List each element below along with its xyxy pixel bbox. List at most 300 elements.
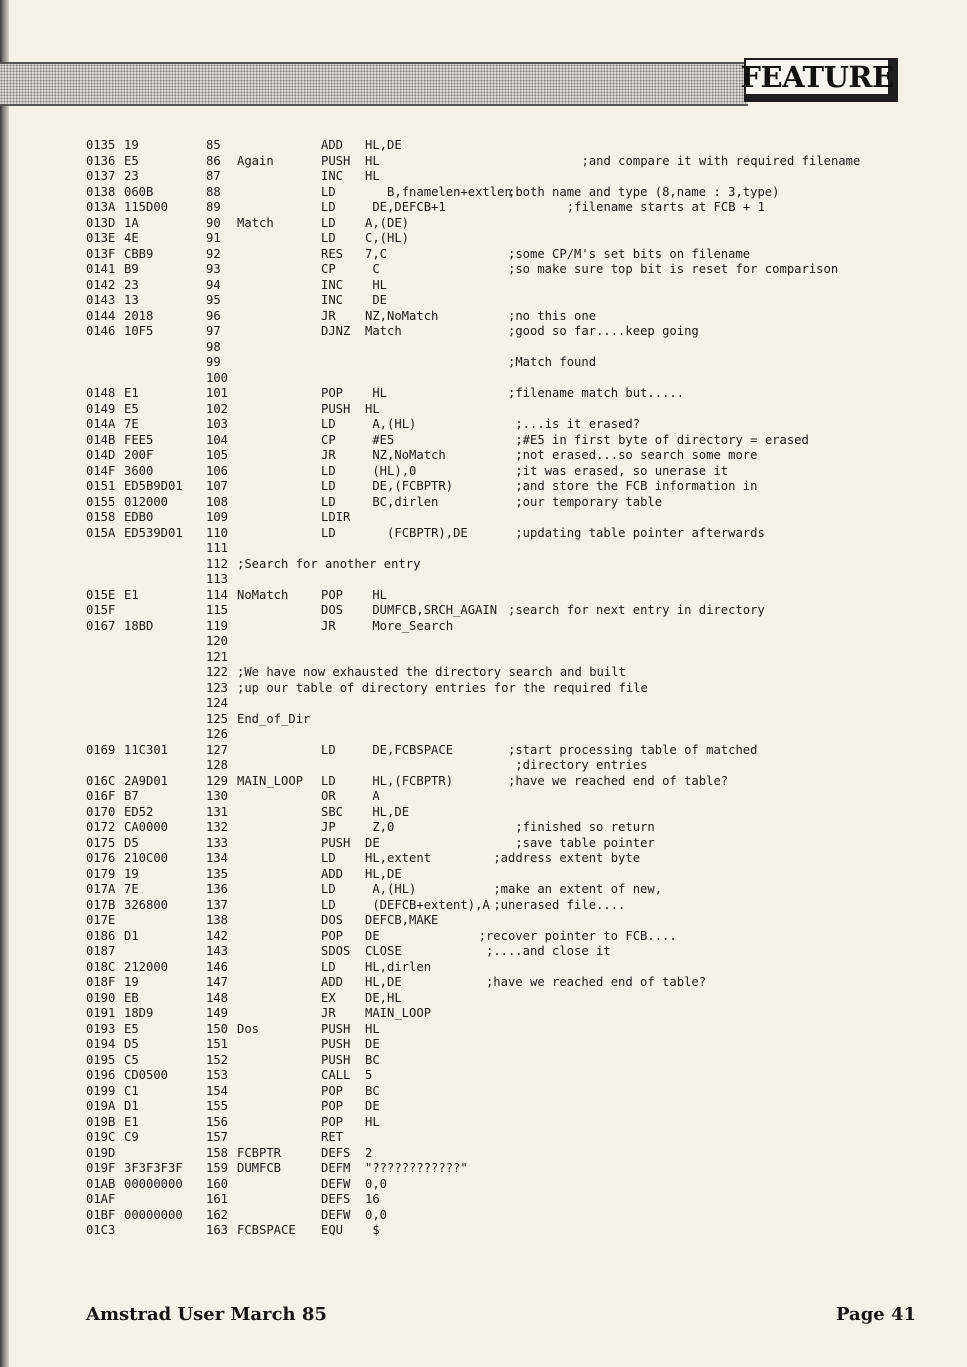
listing-row [86,867,876,883]
line-address: 019D [86,1145,116,1160]
line-operand: B,fnamelen+extlen [387,184,512,199]
line-machine-code: 11C301 [124,742,169,757]
line-comment: ;filename starts at FCB + 1 [566,200,765,214]
line-number: 146 [206,959,229,974]
line-machine-code: 23 [124,169,139,183]
line-operand: 0,0 [365,1176,388,1191]
listing-row [86,851,876,867]
listing-row [86,278,876,294]
listing-row [86,820,876,836]
line-opcode: JR [321,1006,336,1020]
line-comment: ;updating table pointer afterwards [515,525,765,540]
line-operand: CLOSE [365,944,402,958]
listing-row [86,262,876,278]
line-machine-code: 18BD [124,618,154,633]
line-machine-code: 326800 [124,897,169,912]
line-number: 154 [206,1083,229,1098]
line-address: 014D [86,448,116,462]
line-address: 0155 [86,494,116,509]
line-operand: A,(HL) [372,882,417,896]
line-address: 0196 [86,1068,116,1082]
line-number: 114 [206,587,229,602]
listing-row [86,913,876,929]
line-opcode: RES [321,246,344,261]
line-opcode: SBC [321,804,344,819]
line-number: 160 [206,1176,229,1191]
line-comment: ;and store the FCB information in [515,479,758,493]
line-number: 161 [206,1192,229,1206]
line-number: 132 [206,820,229,834]
line-machine-code: E1 [124,587,139,602]
line-number: 122 [206,665,229,679]
line-machine-code: D5 [124,835,139,850]
line-machine-code: E1 [124,1114,139,1129]
line-operand: NZ,NoMatch [365,308,439,323]
line-number: 150 [206,1021,229,1036]
listing-row [86,293,876,309]
line-number: 112 [206,556,229,571]
line-opcode: LD [321,200,336,214]
listing-row [86,340,876,356]
line-opcode: LD [321,215,336,230]
listing-row [86,1053,876,1069]
listing-row [86,882,876,898]
line-address: 01AB [86,1176,116,1191]
line-comment: ;good so far....keep going [508,324,699,338]
listing-row [86,665,876,681]
line-address: 019F [86,1161,116,1175]
line-comment: ;it was erased, so unerase it [515,463,729,478]
listing-row [86,479,876,495]
line-machine-code: CD0500 [124,1068,169,1082]
listing-row [86,898,876,914]
line-machine-code: CA0000 [124,820,169,834]
line-number: 108 [206,494,229,509]
line-operand: DE,DEFCB+1 [372,200,446,214]
line-operand: MAIN_LOOP [365,1006,432,1020]
line-number: 92 [206,246,221,261]
line-number: 104 [206,432,229,447]
line-number: 155 [206,1099,229,1113]
line-operand: HL [372,277,388,292]
listing-row [86,1161,876,1177]
line-address: 013D [86,215,116,230]
listing-row [86,386,876,402]
listing-row [86,975,876,991]
listing-row [86,1006,876,1022]
listing-row [86,712,876,728]
line-address: 0141 [86,262,116,276]
line-address: 018C [86,959,116,974]
line-opcode: DEFS [321,1192,351,1206]
line-operand: DE,(FCBPTR) [372,479,454,493]
line-number: 90 [206,215,221,230]
line-number: 106 [206,463,229,478]
line-address: 015A [86,525,116,540]
listing-row [86,324,876,340]
line-operand: BC [365,1083,380,1098]
listing-row [86,200,876,216]
line-machine-code: 19 [124,975,139,989]
line-operand: HL [365,153,380,168]
line-operand: C,(HL) [365,231,410,245]
line-operand: 2 [365,1145,373,1160]
line-address: 0176 [86,851,116,865]
line-number: 133 [206,835,229,850]
line-operand: (DEFCB+extent),A [372,897,490,912]
line-address: 019B [86,1114,116,1129]
listing-row [86,1068,876,1084]
listing-row [86,464,876,480]
line-number: 99 [206,355,221,369]
line-number: 158 [206,1145,229,1160]
listing-row [86,216,876,232]
listing-row [86,634,876,650]
line-address: 0186 [86,928,116,943]
line-address: 0158 [86,510,116,524]
line-operand: DE,FCBSPACE [372,742,454,757]
line-number: 89 [206,200,221,214]
line-comment: ;not erased...so search some more [515,448,758,462]
line-comment: ;have we reached end of table? [508,773,729,788]
line-machine-code: B7 [124,789,139,803]
line-number: 156 [206,1114,229,1129]
line-opcode: INC [321,277,344,292]
line-comment: ;some CP/M's set bits on filename [508,246,751,261]
line-number: 136 [206,882,229,896]
line-operand: A,(HL) [372,417,417,431]
line-operand: (FCBPTR),DE [387,525,468,540]
line-number: 137 [206,897,229,912]
footer-page-number: Page 41 [836,1304,917,1325]
line-address: 0195 [86,1052,116,1067]
line-address: 018F [86,975,116,989]
line-address: 017A [86,882,116,896]
line-opcode: JP [321,820,336,834]
line-operand: A [372,789,380,803]
feature-section-label: FEATURE [740,60,894,94]
line-opcode: POP [321,928,344,943]
line-opcode: PUSH [321,1052,351,1067]
listing-row [86,758,876,774]
line-opcode: SDOS [321,944,351,958]
line-address: 017B [86,897,116,912]
listing-row [86,743,876,759]
line-label: FCBPTR [237,1145,282,1160]
line-number: 111 [206,541,229,555]
line-machine-code: 19 [124,866,139,881]
line-comment: ;....and close it [485,944,611,958]
line-machine-code: 3600 [124,463,154,478]
line-opcode: JR [321,308,336,323]
line-label: Dos [237,1021,260,1036]
line-opcode: LD [321,231,336,245]
line-machine-code: 19 [124,138,139,152]
line-comment: ;no this one [508,308,597,323]
line-comment: ;so make sure top bit is reset for comparison [508,262,839,276]
listing-row [86,1022,876,1038]
line-machine-code: 7E [124,417,139,431]
line-number: 110 [206,525,229,540]
listing-row [86,929,876,945]
listing-row [86,836,876,852]
listing-row [86,572,876,588]
listing-row [86,1099,876,1115]
line-operand: HL,dirlen [365,959,432,974]
line-operand: More_Search [372,618,454,633]
line-opcode: DEFW [321,1176,351,1191]
line-address: 015F [86,603,116,617]
listing-row [86,1146,876,1162]
line-machine-code: 212000 [124,959,169,974]
listing-row [86,805,876,821]
line-operand: DE [365,928,380,943]
line-opcode: DOS [321,913,344,927]
listing-row [86,541,876,557]
line-opcode: EX [321,990,336,1005]
line-number: 96 [206,308,221,323]
line-address: 0199 [86,1083,116,1098]
line-operand: DEFCB,MAKE [365,913,439,927]
feature-label-shadow [740,58,898,102]
line-address: 014A [86,417,116,431]
line-opcode: LD [321,882,336,896]
line-opcode: DJNZ [321,324,351,338]
line-machine-code: ED5B9D01 [124,479,183,493]
line-opcode: JR [321,618,336,633]
line-opcode: ADD [321,975,344,989]
line-address: 014B [86,432,116,447]
line-operand: DE [365,835,380,850]
listing-row [86,495,876,511]
line-comment: ;filename match but..... [508,386,685,400]
line-operand: BC [365,1052,380,1067]
line-opcode: LD [321,742,336,757]
line-opcode: ADD [321,138,344,152]
line-machine-code: E5 [124,1021,139,1036]
line-opcode: PUSH [321,153,351,168]
line-address: 0187 [86,944,116,958]
line-number: 138 [206,913,229,927]
listing-row [86,355,876,371]
line-opcode: OR [321,789,336,803]
line-opcode: LD [321,479,336,493]
line-number: 124 [206,696,229,710]
listing-row [86,371,876,387]
line-opcode: JR [321,448,336,462]
line-machine-code: 060B [124,184,154,199]
line-operand: 7,C [365,246,388,261]
listing-row [86,650,876,666]
line-machine-code: C9 [124,1130,139,1144]
line-number: 100 [206,370,229,385]
line-operand: DE [365,1099,380,1113]
line-address: 016C [86,773,116,788]
listing-row [86,789,876,805]
listing-row [86,417,876,433]
listing-row [86,774,876,790]
line-comment: ;make an extent of new, [493,882,663,896]
line-number: 163 [206,1223,229,1237]
line-address: 013A [86,200,116,214]
line-opcode: LD [321,851,336,865]
line-address: 01BF [86,1207,116,1222]
listing-row [86,944,876,960]
line-address: 019C [86,1130,116,1144]
line-address: 0146 [86,324,116,338]
line-opcode: LD [321,525,336,540]
line-operand: HL,DE [372,804,410,819]
line-operand: HL [372,587,388,602]
line-address: 015E [86,587,116,602]
line-number: 162 [206,1207,229,1222]
line-label: Match [237,215,274,230]
line-operand: A,(DE) [365,215,410,230]
line-opcode: LD [321,773,336,788]
listing-row [86,1223,876,1239]
line-machine-code: EB [124,990,139,1005]
line-machine-code: 00000000 [124,1176,183,1191]
line-machine-code: 2A9D01 [124,773,169,788]
line-number: 88 [206,184,221,199]
line-number: 120 [206,634,229,648]
line-machine-code: C1 [124,1083,139,1098]
line-number: 101 [206,386,229,400]
header-halftone-band [0,62,748,106]
line-operand: BC,dirlen [372,494,439,509]
line-number: 130 [206,789,229,803]
line-operand: HL [365,1114,380,1129]
line-operand: HL [365,1021,380,1036]
line-machine-code: 7E [124,882,139,896]
line-machine-code: 10F5 [124,324,154,338]
line-comment: ;Match found [508,355,597,369]
listing-row [86,1130,876,1146]
line-opcode: DEFM [321,1161,351,1175]
line-opcode: POP [321,1099,344,1113]
line-comment: ;save table pointer [515,835,655,850]
line-number: 103 [206,417,229,431]
line-number: 129 [206,773,229,788]
line-opcode: CP [321,262,336,276]
line-operand: NZ,NoMatch [372,448,446,462]
line-number: 159 [206,1161,229,1175]
line-opcode: LD [321,463,336,478]
line-number: 113 [206,572,229,586]
line-label: Again [237,153,274,168]
line-machine-code: 23 [124,277,139,292]
line-operand: HL [365,401,380,416]
listing-row [86,1115,876,1131]
line-address: 0138 [86,184,116,199]
line-comment: ;recover pointer to FCB.... [478,928,677,943]
line-address: 0149 [86,401,116,416]
line-number: 85 [206,138,221,152]
line-opcode: LD [321,959,336,974]
line-number: 142 [206,928,229,943]
listing-row [86,603,876,619]
line-operand: HL,DE [365,866,402,881]
line-number: 105 [206,448,229,462]
line-operand: 0,0 [365,1207,388,1222]
line-label: End_of_Dir [237,711,311,726]
line-address: 016F [86,789,116,803]
line-comment: ;unerased file.... [493,897,626,912]
line-opcode: DEFS [321,1145,351,1160]
line-address: 0194 [86,1037,116,1051]
line-machine-code: E5 [124,401,139,416]
line-operand: HL [365,169,380,183]
line-address: 0175 [86,835,116,850]
line-opcode: PUSH [321,1021,351,1036]
line-operand: C [372,262,380,276]
line-label: ;Search for another entry [237,556,421,571]
line-label: ;up our table of directory entries for the required file [237,680,648,695]
listing-row [86,510,876,526]
line-operand: Z,0 [372,820,395,834]
line-operand: DUMFCB,SRCH_AGAIN [372,603,498,617]
line-address: 0143 [86,293,116,307]
line-machine-code: 210C00 [124,851,169,865]
line-opcode: LD [321,184,336,199]
line-address: 0144 [86,308,116,323]
line-number: 131 [206,804,229,819]
line-machine-code: ED52 [124,804,154,819]
listing-row [86,154,876,170]
line-opcode: DOS [321,603,344,617]
line-number: 126 [206,727,229,741]
line-opcode: RET [321,1130,344,1144]
line-operand: HL,DE [365,975,402,989]
line-address: 014F [86,463,116,478]
line-address: 0137 [86,169,116,183]
listing-row [86,247,876,263]
line-opcode: PUSH [321,1037,351,1051]
line-address: 0172 [86,820,116,834]
listing-row [86,619,876,635]
listing-row [86,1177,876,1193]
line-address: 01C3 [86,1223,116,1237]
listing-row [86,433,876,449]
line-address: 0191 [86,1006,116,1020]
line-number: 127 [206,742,229,757]
listing-row [86,681,876,697]
line-machine-code: D1 [124,1099,139,1113]
line-address: 0179 [86,866,116,881]
line-machine-code: 1A [124,215,139,230]
line-comment: ;address extent byte [493,851,641,865]
line-operand: 5 [365,1068,373,1082]
line-number: 134 [206,851,229,865]
line-number: 119 [206,618,229,633]
line-address: 0167 [86,618,116,633]
listing-row [86,696,876,712]
line-operand: #E5 [372,432,395,447]
line-comment: ;directory entries [515,758,648,772]
line-address: 0190 [86,990,116,1005]
line-opcode: POP [321,1083,344,1098]
line-operand: HL,DE [365,138,402,152]
line-number: 152 [206,1052,229,1067]
line-machine-code: 3F3F3F3F [124,1161,183,1175]
line-machine-code: D1 [124,928,139,943]
line-label: NoMatch [237,587,289,602]
line-operand: 16 [365,1192,380,1206]
listing-row [86,727,876,743]
line-machine-code: D5 [124,1037,139,1051]
listing-row [86,231,876,247]
listing-row [86,991,876,1007]
